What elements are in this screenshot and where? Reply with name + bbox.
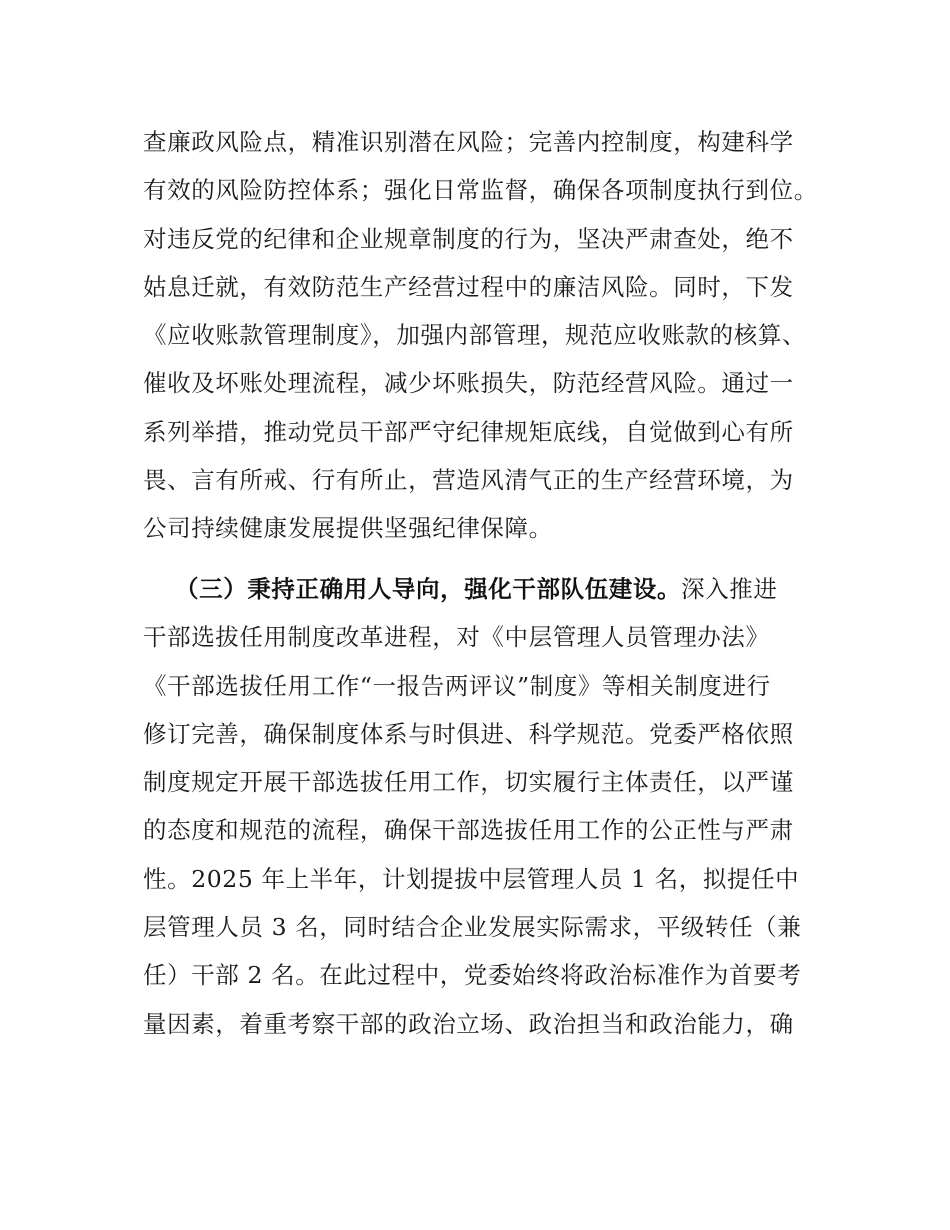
paragraph-line: 有效的风险防控体系；强化日常监督，确保各项制度执行到位。 [143, 176, 818, 205]
paragraph-line: 层管理人员 3 名，同时结合企业发展实际需求，平级转任（兼 [143, 913, 802, 942]
paragraph-line: 对违反党的纪律和企业规章制度的行为，坚决严肃查处，绝不 [143, 224, 794, 253]
paragraph-risk-control [143, 118, 823, 553]
paragraph-line: 畏、言有所戒、行有所止，营造风清气正的生产经营环境，为 [143, 466, 794, 495]
paragraph-line: 查廉政风险点，精准识别潜在风险；完善内控制度，构建科学 [143, 128, 794, 156]
heading-continuation: 深入推进 [681, 575, 778, 603]
paragraph-line: 任）干部 2 名。在此过程中，党委始终将政治标准作为首要考 [143, 961, 802, 990]
paragraph-first-line [143, 565, 823, 613]
paragraph-cadre-building [143, 565, 823, 1048]
paragraph-line: 干部选拔任用制度改革进程，对《中层管理人员管理办法》 [143, 623, 770, 652]
paragraph-line: 系列举措，推动党员干部严守纪律规矩底线，自觉做到心有所 [143, 417, 794, 446]
paragraph-line: 催收及坏账处理流程，减少坏账损失，防范经营风险。通过一 [143, 369, 794, 398]
paragraph-line: 《应收账款管理制度》，加强内部管理，规范应收账款的核算、 [143, 321, 807, 350]
paragraph-line: 《干部选拔任用工作“一报告两评议”制度》等相关制度进行 [143, 671, 771, 700]
paragraph-line: 量因素，着重考察干部的政治立场、政治担当和政治能力，确 [143, 1009, 794, 1038]
section-heading: （三）秉持正确用人导向，强化干部队伍建设。 [175, 575, 682, 603]
paragraph-line: 姑息迁就，有效防范生产经营过程中的廉洁风险。同时，下发 [143, 272, 794, 301]
paragraph-line: 制度规定开展干部选拔任用工作，切实履行主体责任，以严谨 [143, 768, 794, 797]
paragraph-line: 性。2025 年上半年，计划提拔中层管理人员 1 名，拟提任中 [143, 864, 800, 893]
paragraph-line: 公司持续健康发展提供坚强纪律保障。 [143, 514, 553, 543]
paragraph-line: 的态度和规范的流程，确保干部选拔任用工作的公正性与严肃 [143, 816, 794, 845]
paragraph-line: 修订完善，确保制度体系与时俱进、科学规范。党委严格依照 [143, 719, 794, 748]
